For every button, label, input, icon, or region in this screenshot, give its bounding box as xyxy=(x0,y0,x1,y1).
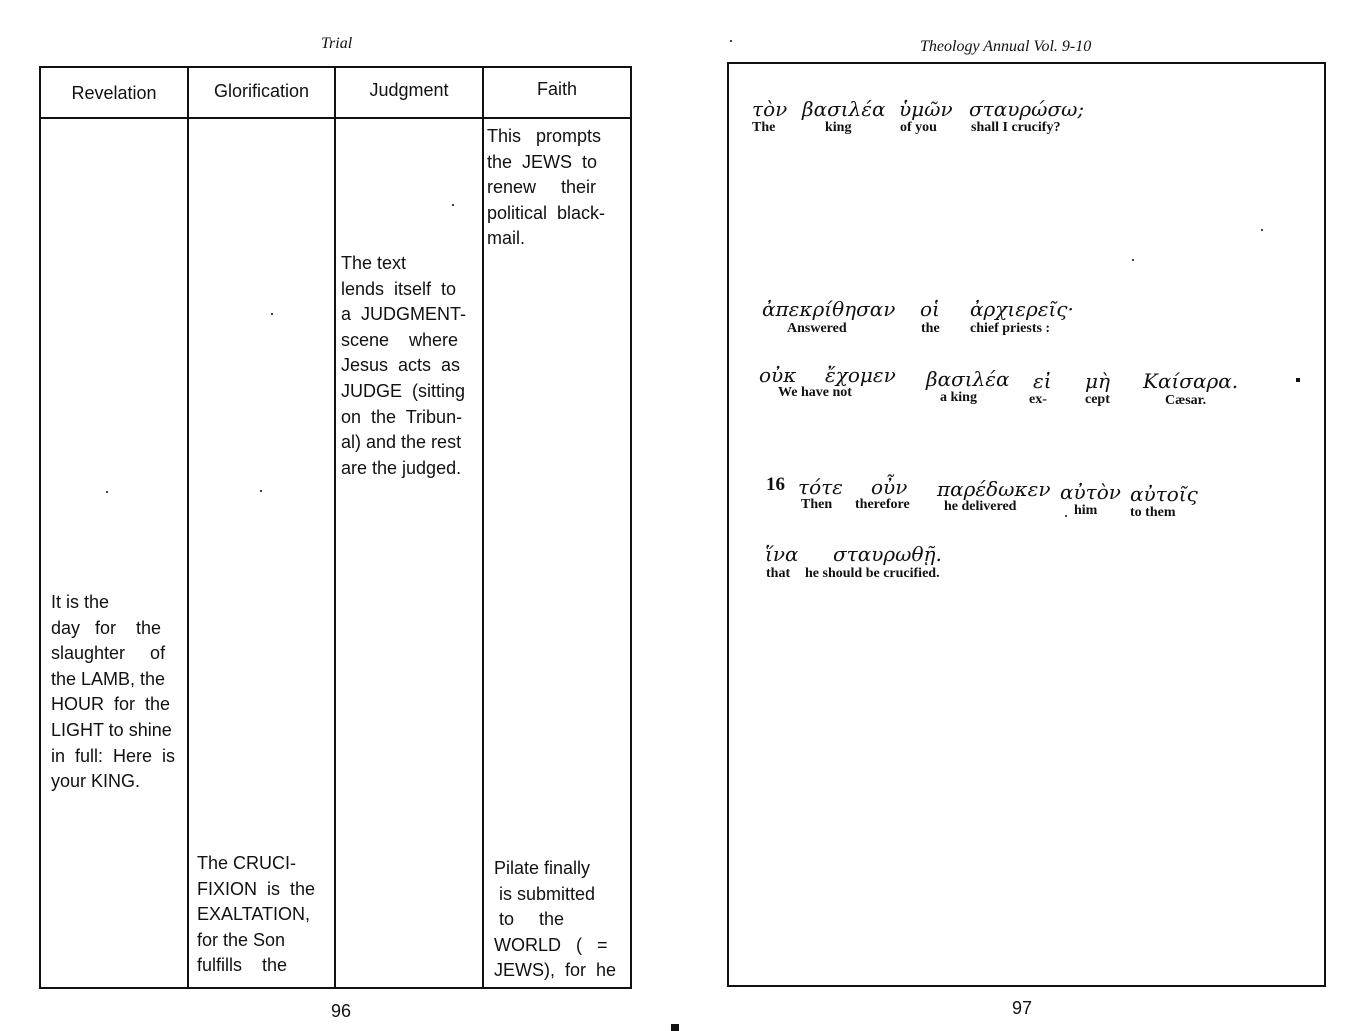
gloss-word: to them xyxy=(1130,505,1176,520)
gloss-word: therefore xyxy=(855,497,910,512)
column-divider xyxy=(482,66,484,989)
column-header-judgment: Judgment xyxy=(369,80,449,100)
greek-word: σταυρωθῇ. xyxy=(833,542,942,566)
gloss-word: shall I crucify? xyxy=(971,120,1061,135)
scan-speck xyxy=(1296,378,1300,382)
column-divider xyxy=(187,66,189,989)
scan-speck xyxy=(260,490,262,492)
gloss-word: The xyxy=(752,120,776,135)
gloss-word: Answered xyxy=(787,321,847,336)
greek-word: ὑμῶν xyxy=(899,97,953,121)
faith-cell-bottom: Pilate finally is submitted to the WORLD ( = JEWS), for he xyxy=(494,858,617,981)
greek-word: οὐκ xyxy=(759,363,797,387)
gloss-word: ex- xyxy=(1029,392,1047,407)
greek-word: ἵνα xyxy=(765,542,799,566)
scan-speck xyxy=(271,313,273,315)
gloss-word: that xyxy=(766,566,791,581)
gloss-word: Then xyxy=(801,497,833,512)
judgment-cell: The text lends itself to a JUDGMENT- scene where Jesus acts as JUDGE (sitting on the Tribun- al) and the rest are the judged. xyxy=(341,253,467,478)
column-header-faith: Faith xyxy=(536,79,578,99)
gloss-word: Cæsar. xyxy=(1165,393,1207,408)
revelation-cell: It is the day for the slaughter of the LAMB, the HOUR for the LIGHT to shine in full: Here is your KING. xyxy=(51,592,176,792)
greek-word: ἔχομεν xyxy=(825,363,896,387)
greek-word: οὖν xyxy=(871,475,908,499)
scan-speck xyxy=(1132,259,1134,261)
verse-number: 16 xyxy=(766,474,785,495)
greek-word: αὐτοῖς xyxy=(1130,482,1198,506)
gloss-word: he delivered xyxy=(944,499,1017,514)
scan-speck xyxy=(1065,515,1067,517)
gloss-word: king xyxy=(825,120,852,135)
greek-word: μὴ xyxy=(1085,369,1110,393)
gloss-word: the xyxy=(921,321,940,336)
greek-word: σταυρώσω; xyxy=(969,97,1085,121)
interlinear-frame xyxy=(727,62,1326,987)
gloss-word: We have not xyxy=(778,385,852,400)
gloss-word: of you xyxy=(900,120,937,135)
greek-word: βασιλέα xyxy=(802,97,886,121)
scan-mark xyxy=(671,1024,679,1031)
greek-word: αὐτὸν xyxy=(1060,480,1121,504)
greek-word: παρέδωκεν xyxy=(937,477,1051,501)
scan-speck xyxy=(730,40,732,42)
page-number-right: 97 xyxy=(1012,998,1033,1018)
column-divider xyxy=(334,66,336,989)
greek-word: εἰ xyxy=(1033,369,1052,393)
greek-word: βασιλέα xyxy=(926,367,1010,391)
gloss-word: cept xyxy=(1085,392,1110,407)
column-header-revelation: Revelation xyxy=(71,83,157,103)
scan-speck xyxy=(106,491,108,493)
greek-word: ἀπεκρίθησαν xyxy=(762,297,896,321)
glorification-cell: The CRUCI- FIXION is the EXALTATION, for the Son fulfills the xyxy=(197,853,316,976)
scan-speck xyxy=(1261,229,1263,231)
gloss-word: a king xyxy=(940,390,977,405)
greek-word: Καίσαρα. xyxy=(1143,369,1239,393)
running-head-left: Trial xyxy=(321,35,353,52)
faith-cell-top: This prompts the JEWS to renew their political black- mail. xyxy=(487,126,606,249)
running-head-right: Theology Annual Vol. 9-10 xyxy=(920,38,1092,55)
gloss-word: him xyxy=(1074,503,1098,518)
page-number-left: 96 xyxy=(331,1001,352,1021)
gloss-word: chief priests : xyxy=(970,321,1051,336)
greek-word: οἱ xyxy=(920,297,940,321)
scan-speck xyxy=(452,204,454,206)
greek-word: ἀρχιερεῖς· xyxy=(970,297,1074,321)
column-header-glorification: Glorification xyxy=(213,81,310,101)
gloss-word: he should be crucified. xyxy=(805,566,940,581)
greek-word: τὸν xyxy=(752,97,788,121)
greek-word: τότε xyxy=(798,475,843,499)
